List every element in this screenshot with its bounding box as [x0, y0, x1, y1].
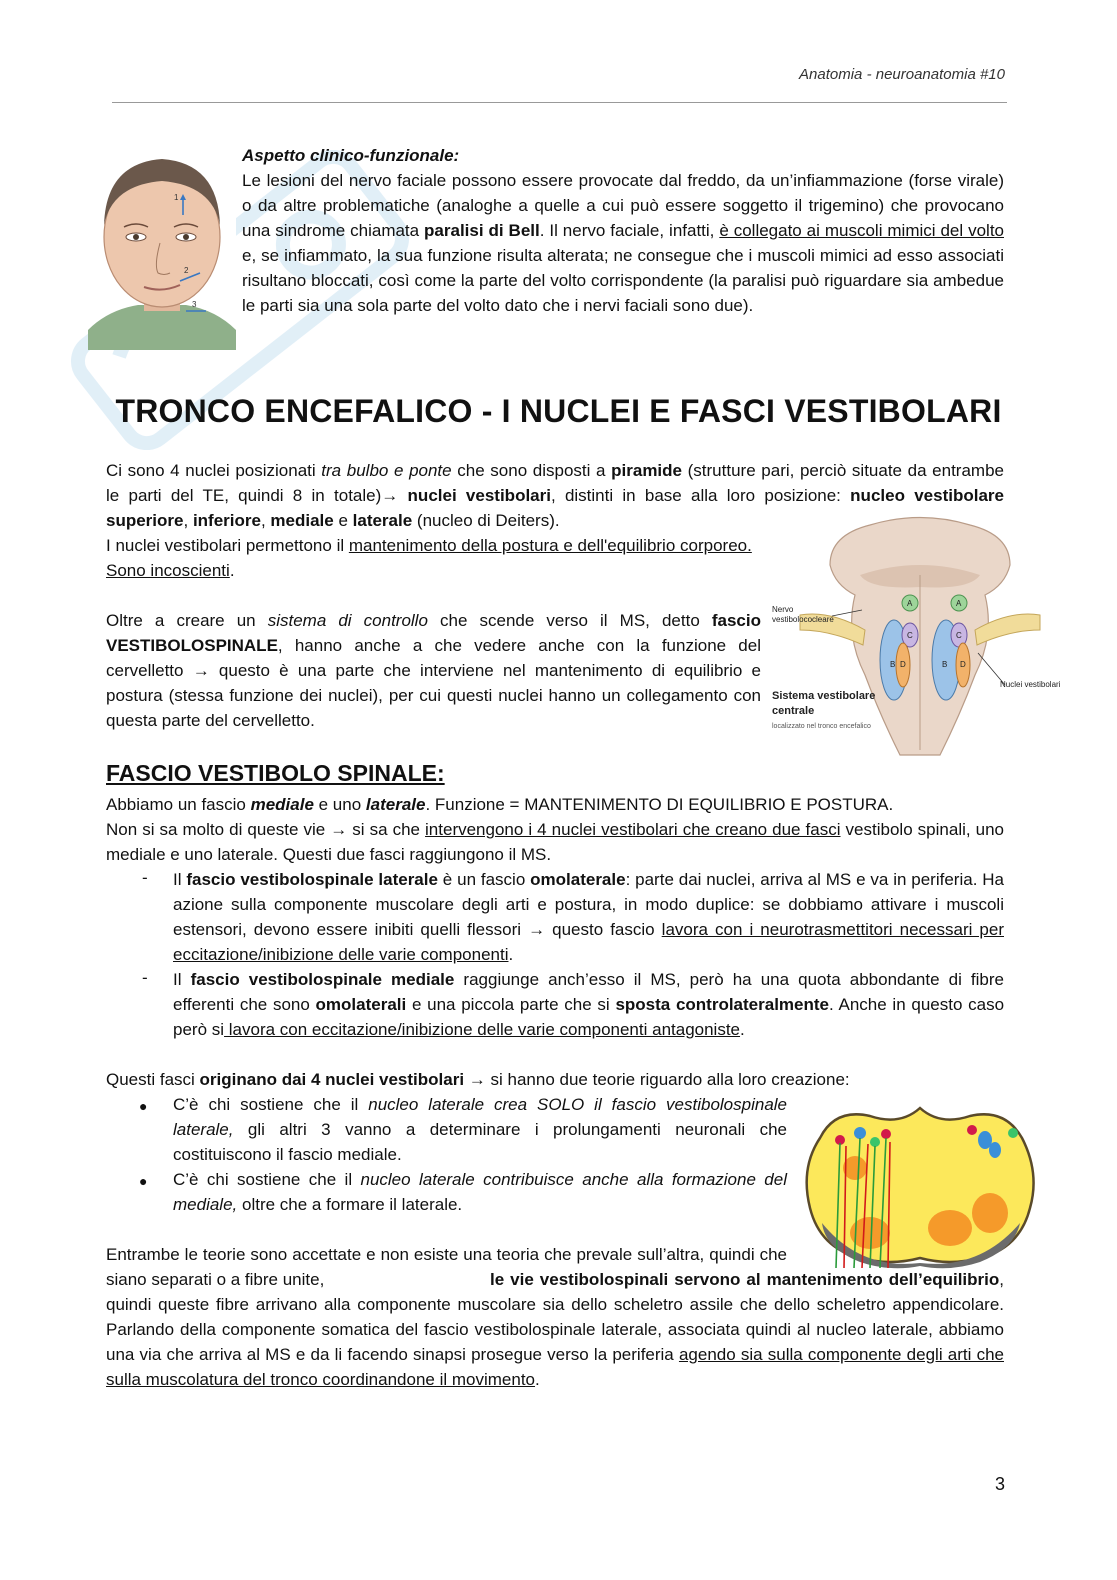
item-bold: sposta controlateralmente [615, 995, 829, 1014]
fascio-underlined: intervengono i 4 nuclei vestibolari che creano due fasci [425, 820, 841, 839]
medial-fascicle-item [173, 967, 1004, 1042]
dash-marker: - [142, 868, 148, 887]
item-text: Il [173, 970, 191, 989]
item-text: Il [173, 870, 187, 889]
clinical-text-2: . Il nervo faciale, infatti, [539, 221, 720, 240]
figure-label-nerve: Nervo vestibolococleare [772, 605, 834, 624]
nucleus-label-a-left: A [907, 599, 913, 608]
intro-bold: nuclei vestibolari [407, 486, 551, 505]
face-mark-3: 3 [192, 300, 197, 309]
nucleus-label-a-right: A [956, 599, 962, 608]
theories-intro [106, 1067, 1004, 1092]
vestibular-nuclei-figure [770, 515, 1070, 760]
running-header: Anatomia - neuroanatomia #10 [799, 66, 1005, 83]
control-paragraph [106, 608, 761, 733]
theories-text: → si hanno due teorie riguardo alla loro creazione: [464, 1070, 850, 1089]
final-text: , quindi queste fibre arrivano alla componente muscolare sia dello scheletro assile che dello scheletro appendicolare. Parlando della componente somatica del fascio vestibolospinale laterale, associata quindi al nucleo laterale, abbiamo una via che arriva al MS e da li facendo sinapsi prosegue verso la periferia [106, 1270, 1004, 1364]
bullet-marker: ● [139, 1098, 148, 1114]
fascio-text: Abbiamo un fascio [106, 795, 251, 814]
intro-text: (strutture pari, perciò situate da entrambe le parti del TE, quindi 8 in totale)→ [106, 461, 1004, 505]
theory-item-2 [173, 1167, 787, 1217]
intro-paragraph-2 [106, 533, 761, 583]
intro-text: Ci sono 4 nuclei posizionati [106, 461, 322, 480]
fascio-text: . Funzione = MANTENIMENTO DI EQUILIBRIO E POSTURA. [425, 795, 894, 814]
final-bold: le vie vestibolospinali servono al mantenimento dell’equilibrio [490, 1270, 1000, 1289]
control-text: , hanno anche a che vedere anche con la funzione del cervelletto → questo è una parte che interviene nel mantenimento di equilibrio e postura (stessa funzione dei nuclei), per cui questi nuclei hanno un collegamento con questa parte del cervelletto. [106, 636, 761, 730]
fascio-bold-italic: mediale [250, 795, 314, 814]
theories-text: Questi fasci [106, 1070, 200, 1089]
header-rule [112, 102, 1007, 103]
intro-text: , distinti in base alla loro posizione: [550, 486, 851, 505]
item-bold: omolaterale [530, 870, 626, 889]
fascio-text: Non si sa molto di queste vie → si sa che [106, 820, 426, 839]
control-italic: sistema di controllo [267, 611, 428, 630]
page-number: 3 [994, 1474, 1005, 1494]
theory-text: oltre che a formare il laterale. [237, 1195, 463, 1214]
clinical-underlined: è collegato ai muscoli mimici del volto [719, 221, 1004, 240]
face-mark-1: 1 [174, 193, 179, 202]
intro-text: I nuclei vestibolari permettono il [106, 536, 349, 555]
item-text: : parte dai nuclei, arriva al MS e va in periferia. Ha azione sulla componente muscolare degli arti e postura, in modo duplice: se dobbiamo attivare i muscoli estensori, devono essere inibiti quelli flessori → questo fascio [173, 870, 1004, 939]
theories-bold: originano dai 4 nuclei vestibolari [199, 1070, 465, 1089]
nucleus-label-d-right: D [960, 660, 966, 669]
nucleus-label-c-right: C [956, 631, 962, 640]
nucleus-label-b-left: B [890, 660, 896, 669]
figure-label-nuclei: Nuclei vestibolari [1000, 680, 1061, 689]
intro-bold: laterale [352, 511, 413, 530]
item-text: raggiunge anch’esso il MS, però ha una quota abbondante di fibre efferenti che sono [173, 970, 1004, 1014]
bell-palsy-term: paralisi di Bell [424, 221, 540, 240]
intro-text: , [260, 511, 271, 530]
fascio-heading: FASCIO VESTIBOLO SPINALE: [106, 760, 445, 786]
item-bold: fascio vestibolospinale laterale [186, 870, 438, 889]
clinical-text-3: e, se infiammato, la sua funzione risulta alterata; ne consegue che i muscoli mimici ad esso associati risultano bloccati, così come la parte del volto corrispondente (la paralisi può riguardare sia ambedue le parti sia una sola parte del volto dato che i nervi faciali sono due). [242, 246, 1004, 315]
control-text: che scende verso il MS, detto [427, 611, 712, 630]
item-text: è un fascio [437, 870, 531, 889]
intro-italic: tra bulbo e ponte [321, 461, 452, 480]
fascio-text: vestibolo spinali, uno mediale e uno laterale. Questi due fasci raggiungono il MS. [106, 820, 1004, 864]
item-bold: omolaterali [315, 995, 407, 1014]
clinical-text-1: Le lesioni del nervo faciale possono essere provocate dal freddo, da un’infiammazione (forse virale) o da altre problematiche (analoghe a quelle a cui può essere soggetto il trigemino) che provocano una sindrome chiamata [242, 171, 1004, 240]
theory-text: C’è chi sostiene che il [173, 1095, 369, 1114]
clinical-heading: Aspetto clinico-funzionale: [242, 146, 460, 165]
clinical-paragraph [242, 168, 1004, 318]
fascio-bold-italic: laterale [365, 795, 426, 814]
theory-italic: nucleo laterale crea SOLO il fascio vestibolospinale laterale, [173, 1095, 788, 1139]
item-text: . Anche in questo caso però si [173, 995, 1005, 1039]
facial-palsy-illustration [88, 145, 236, 350]
item-underlined: lavora con i neurotrasmettitori necessari per eccitazione/inibizione delle varie componenti [173, 920, 1004, 964]
figure-label-system: Sistema vestibolare centrale [772, 690, 876, 717]
intro-bold: mediale [270, 511, 334, 530]
theory-italic: nucleo laterale contribuisce anche alla formazione del mediale, [173, 1170, 787, 1214]
fascio-text: e uno [313, 795, 366, 814]
control-text: Oltre a creare un [106, 611, 268, 630]
intro-underlined: mantenimento della postura e dell'equilibrio corporeo. Sono incoscienti [106, 536, 752, 580]
nucleus-label-d-left: D [900, 660, 906, 669]
intro-bold: piramide [611, 461, 682, 480]
nucleus-label-c-left: C [907, 631, 913, 640]
dash-marker: - [142, 968, 148, 987]
intro-bold: inferiore [192, 511, 261, 530]
intro-text: (nucleo di Deiters). [412, 511, 560, 530]
final-paragraph [106, 1267, 1004, 1392]
lateral-fascicle-item [173, 867, 1004, 967]
final-text: Entrambe le teorie sono accettate e non esiste una teoria che prevale sull’altra, quindi che siano separati o a fibre unite, [106, 1245, 787, 1289]
item-underlined: lavora con eccitazione/inibizione delle varie componenti antagoniste [224, 1020, 741, 1039]
intro-bold: nucleo vestibolare superiore [106, 486, 1004, 530]
fascio-line-1 [106, 792, 1004, 817]
theory-text: gli altri 3 vanno a determinare i prolungamenti neuronali che costituiscono il fascio mediale. [173, 1120, 787, 1164]
item-bold: fascio vestibolospinale mediale [190, 970, 455, 989]
theory-text: C’è chi sostiene che il [173, 1170, 361, 1189]
final-text: . [535, 1370, 540, 1389]
item-text: e una piccola parte che si [406, 995, 616, 1014]
intro-text: , [183, 511, 193, 530]
fascio-line-2 [106, 817, 1004, 867]
face-mark-2: 2 [184, 266, 189, 275]
theory-item-1 [173, 1092, 787, 1167]
item-text: . [740, 1020, 745, 1039]
nucleus-label-b-right: B [942, 660, 948, 669]
bullet-marker: ● [139, 1173, 148, 1189]
intro-text: e [333, 511, 353, 530]
section-title: TRONCO ENCEFALICO - I NUCLEI E FASCI VESTIBOLARI [115, 393, 1002, 429]
medulla-section-drawing [800, 1098, 1040, 1278]
figure-caption: localizzato nel tronco encefalico [772, 723, 871, 730]
item-text: . [508, 945, 514, 964]
final-underlined: agendo sia sulla componente degli arti che sulla muscolatura del tronco coordinandone il movimento [106, 1345, 1004, 1389]
intro-text: . [229, 561, 235, 580]
intro-text: che sono disposti a [451, 461, 612, 480]
control-bold: fascio VESTIBOLOSPINALE [106, 611, 761, 655]
